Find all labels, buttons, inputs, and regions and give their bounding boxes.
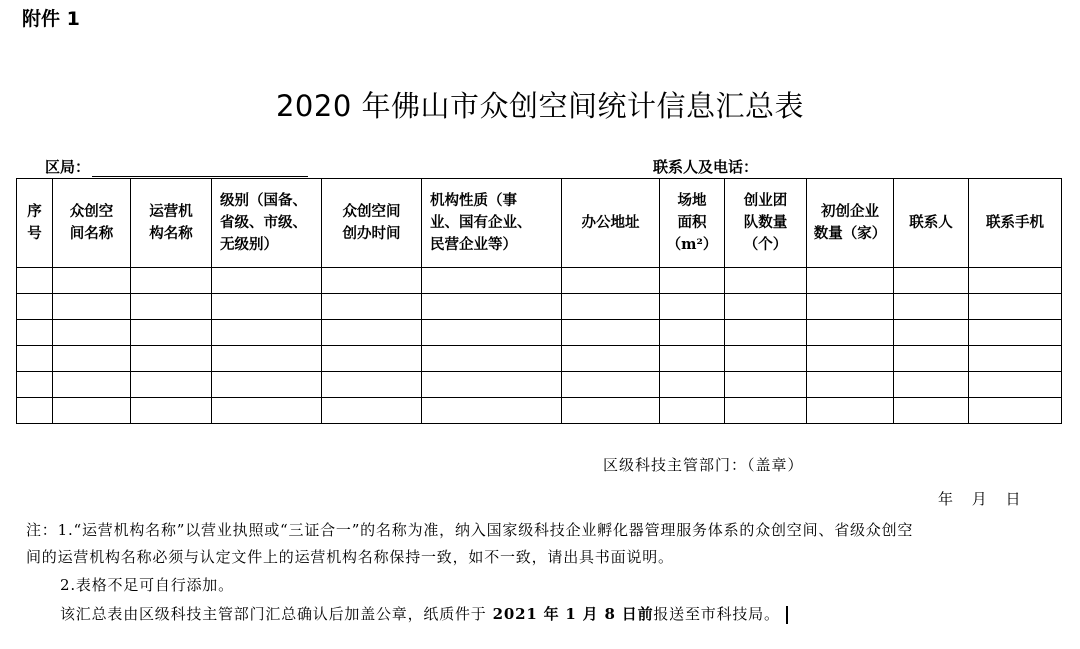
header-cell: 场地 面积 （m²） <box>660 179 725 268</box>
note-line-3: 2.表格不足可自行添加。 <box>60 576 234 594</box>
table-cell[interactable] <box>894 268 969 294</box>
header-cell: 联系手机 <box>969 179 1062 268</box>
table-cell[interactable] <box>53 320 131 346</box>
table-cell[interactable] <box>562 398 660 424</box>
table-cell[interactable] <box>131 346 212 372</box>
table-cell[interactable] <box>969 294 1062 320</box>
table-cell[interactable] <box>322 268 422 294</box>
table-cell[interactable] <box>562 268 660 294</box>
table-row <box>17 294 1062 320</box>
table-cell[interactable] <box>807 398 894 424</box>
table-cell[interactable] <box>725 268 807 294</box>
table-cell[interactable] <box>322 320 422 346</box>
table-cell[interactable] <box>17 346 53 372</box>
contact-label: 联系人及电话： <box>653 158 759 176</box>
table-cell[interactable] <box>660 398 725 424</box>
table-cell[interactable] <box>894 372 969 398</box>
table-cell[interactable] <box>725 398 807 424</box>
table-cell[interactable] <box>17 320 53 346</box>
header-cell: 初创企业 数量（家） <box>807 179 894 268</box>
table-cell[interactable] <box>212 398 322 424</box>
table-cell[interactable] <box>725 372 807 398</box>
table-cell[interactable] <box>807 294 894 320</box>
table-cell[interactable] <box>725 346 807 372</box>
table-cell[interactable] <box>131 320 212 346</box>
header-cell: 级别（国备、 省级、市级、 无级别） <box>212 179 322 268</box>
table-row <box>17 398 1062 424</box>
header-cell: 办公地址 <box>562 179 660 268</box>
header-cell: 创业团 队数量 （个） <box>725 179 807 268</box>
table-row <box>17 372 1062 398</box>
district-label: 区局： <box>45 158 91 176</box>
table-cell[interactable] <box>53 372 131 398</box>
table-cell[interactable] <box>807 372 894 398</box>
table-cell[interactable] <box>53 268 131 294</box>
table-cell[interactable] <box>322 372 422 398</box>
table-cell[interactable] <box>53 346 131 372</box>
table-cell[interactable] <box>422 268 562 294</box>
table-cell[interactable] <box>422 294 562 320</box>
table-cell[interactable] <box>17 372 53 398</box>
table-cell[interactable] <box>660 268 725 294</box>
district-blank-line <box>92 160 308 177</box>
table-cell[interactable] <box>725 294 807 320</box>
table-cell[interactable] <box>212 372 322 398</box>
table-cell[interactable] <box>562 372 660 398</box>
table-cell[interactable] <box>807 346 894 372</box>
table-cell[interactable] <box>660 346 725 372</box>
table-cell[interactable] <box>322 398 422 424</box>
table-cell[interactable] <box>17 294 53 320</box>
header-cell: 序 号 <box>17 179 53 268</box>
table-cell[interactable] <box>212 320 322 346</box>
table-cell[interactable] <box>969 346 1062 372</box>
header-cell: 联系人 <box>894 179 969 268</box>
table-cell[interactable] <box>422 346 562 372</box>
table-cell[interactable] <box>894 398 969 424</box>
summary-table <box>16 178 1062 424</box>
table-cell[interactable] <box>131 268 212 294</box>
table-cell[interactable] <box>969 268 1062 294</box>
table-cell[interactable] <box>562 320 660 346</box>
table-cell[interactable] <box>131 398 212 424</box>
deadline-date: 2021 年 1 月 8 日前 <box>486 605 654 623</box>
table-row <box>17 268 1062 294</box>
table-cell[interactable] <box>725 320 807 346</box>
table-cell[interactable] <box>131 294 212 320</box>
table-cell[interactable] <box>422 372 562 398</box>
table-cell[interactable] <box>807 320 894 346</box>
table-cell[interactable] <box>969 372 1062 398</box>
table-cell[interactable] <box>969 398 1062 424</box>
table-cell[interactable] <box>322 346 422 372</box>
note-line-2: 间的运营机构名称必须与认定文件上的运营机构名称保持一致，如不一致，请出具书面说明。 <box>26 548 674 566</box>
table-cell[interactable] <box>894 346 969 372</box>
table-cell[interactable] <box>53 398 131 424</box>
text-cursor <box>786 606 788 624</box>
table-cell[interactable] <box>322 294 422 320</box>
table-cell[interactable] <box>53 294 131 320</box>
table-cell[interactable] <box>422 320 562 346</box>
district-field <box>45 156 308 177</box>
table-cell[interactable] <box>660 294 725 320</box>
table-cell[interactable] <box>660 320 725 346</box>
document-title: 2020 年佛山市众创空间统计信息汇总表 <box>275 89 805 123</box>
table-cell[interactable] <box>562 346 660 372</box>
table-header-row <box>17 179 1062 268</box>
table-cell[interactable] <box>17 268 53 294</box>
note-line-4-text: 该汇总表由区级科技主管部门汇总确认后加盖公章，纸质件于 <box>60 605 487 623</box>
header-cell: 众创空间 创办时间 <box>322 179 422 268</box>
table-cell[interactable] <box>562 294 660 320</box>
table-cell[interactable] <box>894 320 969 346</box>
table-cell[interactable] <box>212 268 322 294</box>
table-cell[interactable] <box>422 398 562 424</box>
note-line-4 <box>60 603 788 624</box>
header-cell: 运营机 构名称 <box>131 179 212 268</box>
date-line: 年 月 日 <box>938 490 1021 508</box>
table-cell[interactable] <box>660 372 725 398</box>
table-row <box>17 346 1062 372</box>
table-cell[interactable] <box>807 268 894 294</box>
note-line-4-end: 报送至市科技局。 <box>653 605 780 623</box>
table-cell[interactable] <box>212 294 322 320</box>
table-cell[interactable] <box>894 294 969 320</box>
header-cell: 众创空 间名称 <box>53 179 131 268</box>
table-row <box>17 320 1062 346</box>
table-cell[interactable] <box>969 320 1062 346</box>
table-body <box>17 268 1062 424</box>
table-cell[interactable] <box>17 398 53 424</box>
note-line-1: 注：1.“运营机构名称”以营业执照或“三证合一”的名称为准，纳入国家级科技企业孵化器管理服务体系的众创空间、省级众创空 <box>26 521 914 539</box>
dept-stamp-label: 区级科技主管部门：（盖章） <box>603 456 804 474</box>
table-cell[interactable] <box>131 372 212 398</box>
header-cell: 机构性质（事 业、国有企业、 民营企业等） <box>422 179 562 268</box>
table-cell[interactable] <box>212 346 322 372</box>
attachment-label: 附件 1 <box>22 8 80 30</box>
